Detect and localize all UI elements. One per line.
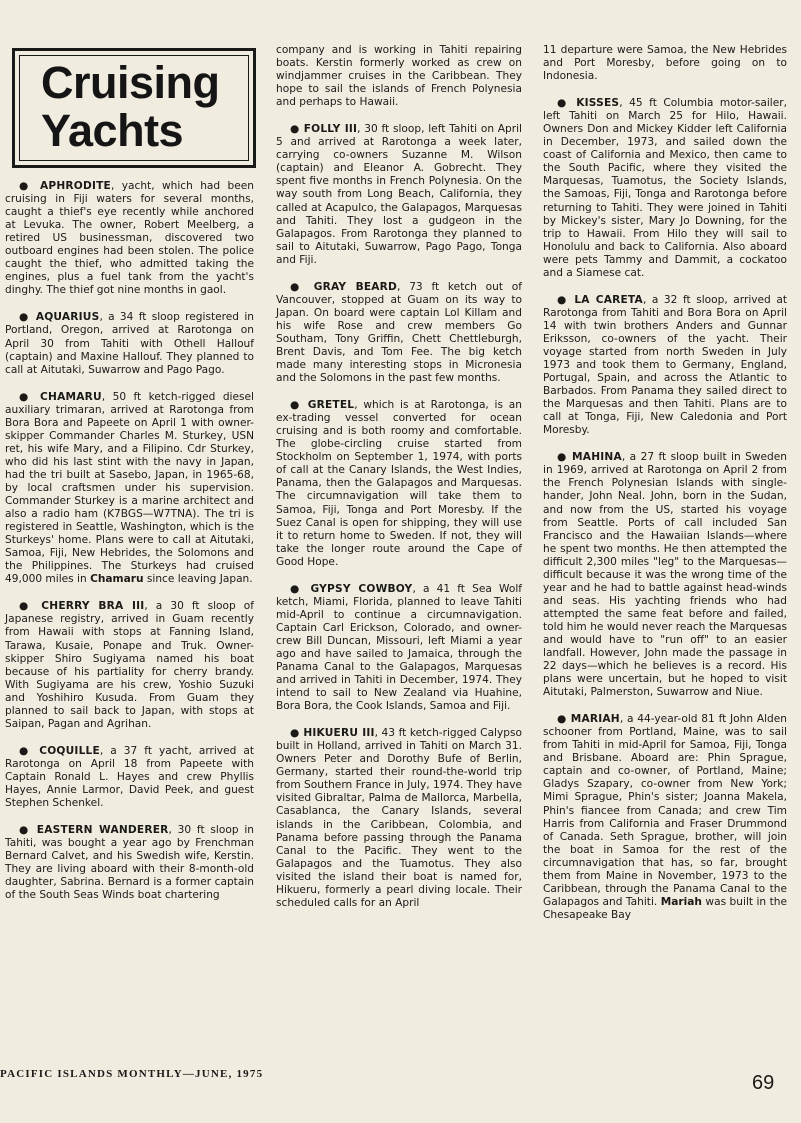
yacht-name: COQUILLE	[39, 744, 100, 757]
title-line-1: Cruising	[41, 57, 220, 108]
continued-paragraph: 11 departure were Samoa, the New Hebrides and Port Moresby, before going on to Indonesia.	[543, 44, 787, 83]
yacht-entry	[543, 713, 787, 922]
yacht-entry	[5, 600, 254, 730]
bullet-icon: ●	[19, 311, 36, 324]
column-1	[5, 180, 254, 916]
yacht-name: FOLLY III	[303, 123, 358, 136]
yacht-name: MAHINA	[572, 451, 622, 464]
bullet-icon: ●	[19, 744, 40, 757]
section-title	[41, 59, 220, 155]
entry-text: , yacht, which had been cruising in Fiji waters for several months, caught a thief's eye recently while anchored at Levuka. The owner, Robert Meelberg, a retired US businessman, discovered two outboard engines had been stolen. The police caught the thief, who admitted taking the engines, plus a fuel tank from the yacht's dinghy. The thief got nine months in gaol.	[5, 180, 254, 297]
bullet-icon: ●	[19, 824, 37, 837]
title-line-2: Yachts	[41, 105, 184, 156]
bullet-icon: ●	[19, 180, 40, 192]
footer-publication-line: PACIFIC ISLANDS MONTHLY—JUNE, 1975	[0, 1068, 264, 1080]
yacht-name: GRAY BEARD	[313, 280, 398, 293]
bullet-icon: ●	[290, 727, 304, 740]
yacht-entry	[543, 451, 787, 699]
yacht-entry	[5, 391, 254, 587]
yacht-name: MARIAH	[570, 713, 620, 726]
yacht-name: HIKUERU III	[303, 727, 375, 740]
yacht-name: EASTERN WANDERER	[36, 824, 169, 837]
entry-text: , 50 ft ketch-rigged diesel auxiliary trimaran, arrived at Rarotonga from Bora Bora and Papeete on April 1 with owner-skipper Commander Charles M. Sturkey, USN ret, his wife Mary, and a Filipino. Cdr Sturkey, who did his last stint with the navy in Japan, had the tri built at Sasebo, Japan, in 1965-68, by local craftsmen under his supervision. Commander Sturkey is a marine architect and also a radio ham (K7BGS—W7TNA). The tri is registered in Seattle, Washington, which is the Sturkeys' home. Plans were to call at Aitutaki, Samoa, Fiji, New Hebrides, the Solomons and the Philippines. The Sturkeys had cruised 49,000 miles in	[5, 390, 254, 586]
yacht-entry	[276, 123, 522, 267]
yacht-name: KISSES	[576, 97, 620, 110]
yacht-entry	[276, 281, 522, 385]
entry-text-tail: since leaving Japan.	[143, 573, 253, 586]
entry-text: , which is at Rarotonga, is an ex-trading vessel converted for ocean cruising and is both roomy and comfortable. The globe-circling cruise started from Stockholm on September 1, 1974, with ports of call at the Canary Islands, the West Indies, Panama, then the Galapagos and Marquesas. The circumnavigation will take them to Samoa, Fiji, Tonga and Port Moresby. If the Suez Canal is open for shipping, they will use it to return home to Sweden. If not, they will take the longer route around the Cape of Good Hope.	[276, 399, 522, 568]
bullet-icon: ●	[290, 280, 314, 293]
bullet-icon: ●	[19, 600, 42, 613]
bullet-icon: ●	[557, 97, 577, 110]
yacht-name: AQUARIUS	[35, 311, 100, 324]
entry-text: , a 44-year-old 81 ft John Alden schooner from Portland, Maine, was to sail from Tahiti in mid-April for Samoa, Fiji, Tonga and Brisbane. Aboard are: Phin Sprague, captain and co-owner, of Portland, Maine; Gladys Szapary, co-owner from New York; Mimi Sprague, Phin's sister; Joanna Makela, Phin's fiancee from Canada; and crew Tim Harris from California and Fraser Drummond of Canada. Seth Sprague, brother, will join the boat in Samoa for the rest of the circumnavigation that has, so far, brought them from Maine in November, 1973 to the Caribbean, through the Panama Canal to the Galapagos and Tahiti.	[543, 713, 787, 908]
yacht-entry	[5, 180, 254, 297]
yacht-name: APHRODITE	[39, 180, 111, 192]
entry-text: , 30 ft sloop, left Tahiti on April 5 and arrived at Rarotonga a week later, carrying co-owners Suzanne M. Wilson (captain) and Eleanor A. Gobrecht. They spent five months in French Polynesia. On the way south from Long Beach, California, they called at Acapulco, the Galapagos, Marquesas and Tahiti. They lost a gudgeon in the Galapagos. From Rarotonga they planned to sail to Aitutaki, Suwarrow, Pago Pago, Tonga and Fiji.	[276, 123, 523, 266]
entry-text: , 73 ft ketch out of Vancouver, stopped at Guam on its way to Japan. On board were captain Lol Killam and his wife Rose and crew members Go Southam, Tony Griffin, Chett Chettleburgh, Brent Davis, and Tom Fee. The big ketch made many interesting stops in Micronesia and the Solomons in the past few months.	[276, 280, 523, 385]
yacht-name-reference: Chamaru	[90, 573, 144, 586]
column-2	[276, 44, 522, 924]
bullet-icon: ●	[557, 713, 571, 726]
entry-text: , a 41 ft Sea Wolf ketch, Miami, Florida, planned to leave Tahiti mid-April to continue a circumnavigation. Captain Carl Erickson, Colorado, and owner-crew Bill Duncan, Missouri, left Miami a year ago and have sailed to Jamaica, through the Panama Canal to the Galapagos, Marquesas and arrived in Tahiti in December, 1974. They intend to sail to New Zealand via Huahine, Bora Bora, the Cook Islands, Samoa and Fiji.	[276, 582, 522, 713]
title-box	[12, 48, 256, 168]
bullet-icon: ●	[557, 451, 573, 464]
column-3-entries	[543, 97, 787, 922]
yacht-name: GYPSY COWBOY	[310, 582, 413, 595]
yacht-entry	[5, 311, 254, 376]
yacht-entry	[276, 583, 522, 713]
yacht-entry	[276, 727, 522, 910]
yacht-name-reference: Mariah	[660, 895, 702, 908]
entry-text: , a 32 ft sloop, arrived at Rarotonga from Tahiti and Bora Bora on April 14 with twin brothers Anders and Gunnar Eriksson, co-owners of the yacht. Their voyage started from north Sweden in July 1973 and took them to Germany, England, Portugal, Spain, and across the Atlantic to Barbados. From Panama they sailed direct to the Marquesas and then Tahiti. Plans are to call at Tonga, Fiji, New Caledonia and Port Moresby.	[543, 293, 787, 437]
entry-text: , a 27 ft sloop built in Sweden in 1969, arrived at Rarotonga on April 2 from the French Polynesian Islands with single-hander, John Neal. John, born in the Sudan, and now from the US, started his voyage from Seattle. Ports of call included San Francisco and the Hawaiian Islands—where he spent two months. He then attempted the difficult 2,300 miles "leg" to the Marquesas—difficult because it was the wrong time of the year and he had to battle against head-winds and seas. His yachting friends who had attempted the same feat before and failed, told him he would never reach the Marquesas and would have to "run off" to an easier landfall. However, John made the passage in 22 days—which he believes is a record. His plans were uncertain, but he hoped to visit Aitutaki, Palmerston, Suwarrow and Niue.	[543, 451, 787, 699]
yacht-name: CHAMARU	[40, 390, 102, 403]
column-3	[543, 44, 787, 936]
bullet-icon: ●	[290, 582, 311, 595]
bullet-icon: ●	[19, 390, 41, 403]
yacht-entry	[543, 294, 787, 438]
entry-text: , a 30 ft sloop of Japanese registry, arrived in Guam recently from Hawaii with stops at Fanning Island, Tarawa, Kusaie, Ponape and Truk. Owner-skipper Shiro Sugiyama named his boat because of his partiality for cherry brandy. With Sugiyama are his crew, Yoshio Suzuki and Yoshihiro Kusuda. From Guam they planned to sail back to Japan, with stops at Saipan, Pagan and Agrihan.	[5, 600, 254, 730]
continued-paragraph: company and is working in Tahiti repairing boats. Kerstin formerly worked as crew on windjammer cruises in the Caribbean. They hope to sail the islands of French Polynesia and perhaps to Hawaii.	[276, 44, 522, 109]
bullet-icon: ●	[290, 399, 308, 412]
entry-text: , 45 ft Columbia motor-sailer, left Tahiti on March 25 for Hilo, Hawaii. Owners Don and Mickey Kidder left California in December, 1973, and sailed down the coast of California and Mexico, then came to the South Pacific, where they visited the Marquesas, Tuamotus, the Society Islands, the Samoas, Fiji, Tonga and Rarotonga before returning to Tahiti. They were joined in Tahiti by Mickey's sister, Mary Jo Downing, for the trip to Hawaii. From Hilo they will sail to Honolulu and back to California. Also aboard were pets Tammy and Dammit, a cockatoo and a Siamese cat.	[543, 97, 787, 279]
yacht-entry	[5, 824, 254, 902]
page-number: 69	[752, 1072, 775, 1094]
bullet-icon: ●	[290, 123, 304, 136]
yacht-entry	[276, 399, 522, 569]
entry-text: , a 37 ft yacht, arrived at Rarotonga on April 18 from Papeete with Captain Ronald L. Hayes and crew Phyllis Hayes, Annie Larmor, David Peek, and guest Stephen Schenkel.	[5, 744, 254, 810]
yacht-name: GRETEL	[307, 399, 355, 412]
yacht-entry	[5, 745, 254, 810]
bullet-icon: ●	[557, 293, 575, 306]
entry-text: , 43 ft ketch-rigged Calypso built in Holland, arrived in Tahiti on March 31. Owners Peter and Dorothy Bufe of Berlin, Germany, started their round-the-world trip from Southern France in July, 1974. They have visited Gibraltar, Palma de Mallorca, Marbella, Casablanca, the Canary Islands, several islands in the Caribbean, Colombia, and Panama before passing through the Panama Canal to the Pacific. They went to the Galapagos and the Tuamotus. They also visited the island their boat is named for, Hikueru, formerly a pearl diving locale. Their scheduled calls for an April	[276, 727, 523, 909]
yacht-entry	[543, 97, 787, 280]
entry-text-tail: was built in the Chesapeake Bay	[543, 895, 787, 921]
yacht-name: CHERRY BRA III	[41, 600, 145, 613]
entry-text: , a 34 ft sloop registered in Portland, Oregon, arrived at Rarotonga on April 30 from Tahiti with Othell Hallouf (captain) and Maxine Hallouf. They planned to call at Aitutaki, Suwarrow and Pago Pago.	[5, 311, 254, 376]
yacht-name: LA CARETA	[574, 293, 643, 306]
column-2-entries	[276, 123, 522, 910]
entry-text: , 30 ft sloop in Tahiti, was bought a year ago by Frenchman Bernard Calvet, and his Swedish wife, Kerstin. They are living aboard with their 8-month-old daughter, Sabrina. Bernard is a former captain of the South Seas Winds boat chartering	[5, 824, 255, 902]
